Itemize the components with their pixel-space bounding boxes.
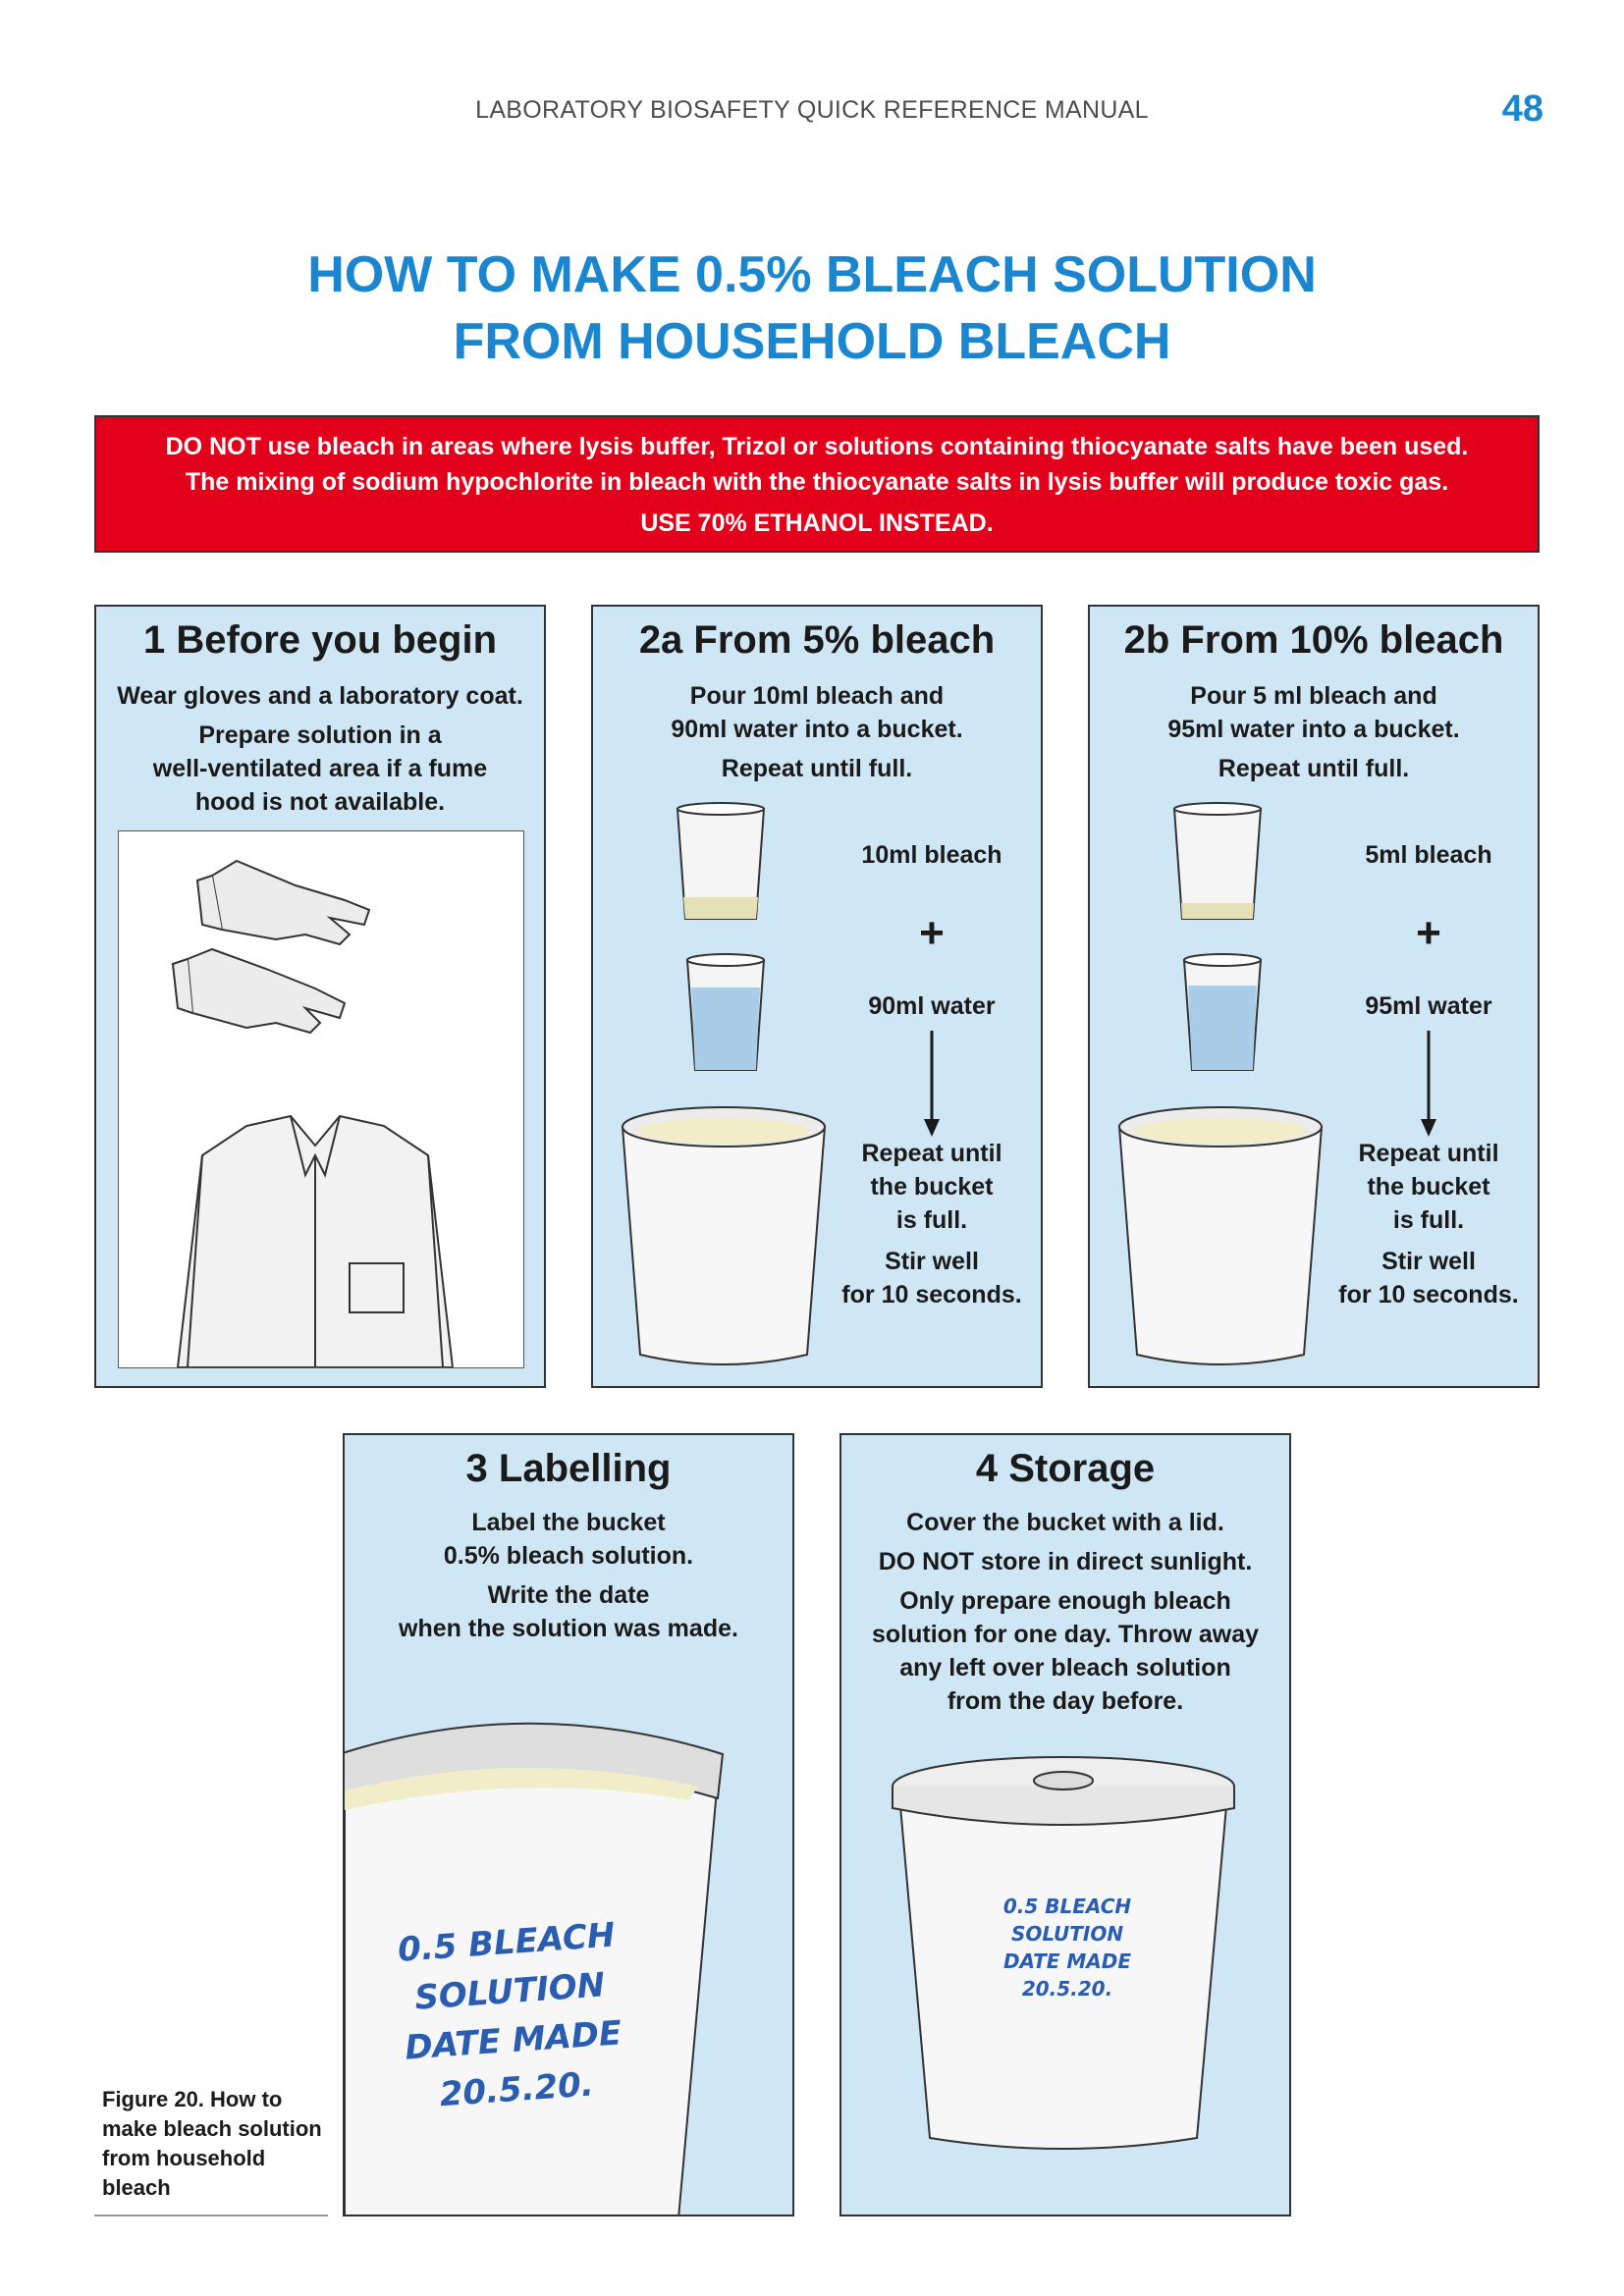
- panel-text: DO NOT store in direct sunlight.: [878, 1548, 1253, 1575]
- warning-line3: USE 70% ETHANOL INSTEAD.: [640, 509, 994, 537]
- panel-storage: [839, 1433, 1291, 2216]
- panel-text: any left over bleach solution: [899, 1654, 1231, 1682]
- caption-rule: [94, 2215, 328, 2216]
- beaker-bleach-icon: [672, 799, 770, 927]
- panel-text: Write the date: [487, 1581, 650, 1609]
- running-title: LABORATORY BIOSAFETY QUICK REFERENCE MANUAL: [475, 96, 1149, 124]
- handwritten-label: [377, 1909, 645, 2123]
- figure-caption: Figure 20. How to make bleach solution from household bleach: [102, 2087, 322, 2200]
- panel-text: Pour 10ml bleach and: [689, 682, 945, 710]
- panel-text: Repeat until full.: [1218, 755, 1410, 782]
- bucket-icon: [611, 1097, 837, 1372]
- panel-from-10-percent: [1088, 605, 1540, 1388]
- page-title-line2: FROM HOUSEHOLD BLEACH: [453, 313, 1171, 370]
- panel-text: 95ml water into a bucket.: [1167, 716, 1460, 743]
- warning-line1: DO NOT use bleach in areas where lysis buffer, Trizol or solutions containing thiocyanate salts have been used.: [165, 433, 1469, 460]
- panel-text: hood is not available.: [194, 788, 446, 816]
- gloves-and-coat-illustration: [119, 831, 523, 1367]
- repeat-line: Repeat until: [861, 1140, 1002, 1167]
- handwritten-line: 0.5 BLEACH: [1002, 1895, 1132, 1918]
- repeat-line: is full.: [1392, 1206, 1465, 1234]
- beaker-water-icon: [681, 950, 770, 1078]
- panel-text: Label the bucket: [471, 1509, 666, 1536]
- arrow-down-icon: [922, 1031, 942, 1139]
- beaker-bleach-icon: [1168, 799, 1267, 927]
- panel-text: 90ml water into a bucket.: [671, 716, 963, 743]
- panel-text: Only prepare enough bleach: [899, 1587, 1231, 1615]
- panel-labelling: [343, 1433, 794, 2216]
- handwritten-line: SOLUTION: [1010, 1922, 1124, 1946]
- handwritten-line: 20.5.20.: [1021, 1977, 1113, 2001]
- repeat-text: [839, 1137, 1025, 1311]
- repeat-line: Repeat until: [1358, 1140, 1499, 1167]
- lab-coat-icon: [178, 1116, 453, 1367]
- repeat-line: the bucket: [1367, 1173, 1490, 1201]
- arrow-down-icon: [1419, 1031, 1438, 1139]
- panel-text: Repeat until full.: [721, 755, 913, 782]
- panel-heading: 3 Labelling: [465, 1447, 672, 1490]
- panel-text: from the day before.: [947, 1687, 1184, 1715]
- glove-icon: [197, 861, 369, 944]
- panel-from-5-percent: [591, 605, 1043, 1388]
- panel-text: Prepare solution in a: [198, 721, 442, 749]
- panel-text: solution for one day. Throw away: [871, 1621, 1260, 1648]
- repeat-text: [1335, 1137, 1522, 1311]
- handwritten-line: 20.5.20.: [438, 2064, 595, 2115]
- stir-line: Stir well: [1381, 1248, 1476, 1275]
- panel-text: when the solution was made.: [399, 1615, 738, 1642]
- panel-text: well-ventilated area if a fume: [152, 755, 488, 782]
- handwritten-line: DATE MADE: [404, 2013, 623, 2068]
- beaker-water-icon: [1178, 950, 1267, 1078]
- stir-line: for 10 seconds.: [1338, 1281, 1519, 1308]
- repeat-line: is full.: [895, 1206, 968, 1234]
- handwritten-label: [969, 1893, 1165, 2002]
- handwritten-line: DATE MADE: [1002, 1949, 1132, 1973]
- page-number: 48: [1501, 88, 1543, 130]
- stir-line: for 10 seconds.: [841, 1281, 1022, 1308]
- bleach-amount-label: 5ml bleach: [1365, 841, 1492, 869]
- panel-text: 0.5% bleach solution.: [443, 1542, 694, 1570]
- warning-box: [94, 415, 1540, 553]
- panel-text: Pour 5 ml bleach and: [1190, 682, 1437, 710]
- illustration-frame: [118, 830, 524, 1368]
- panel-heading: 4 Storage: [975, 1447, 1156, 1490]
- panel-before-you-begin: [94, 605, 546, 1388]
- stir-line: Stir well: [885, 1248, 979, 1275]
- water-amount-label: 95ml water: [1365, 992, 1492, 1020]
- bleach-amount-label: 10ml bleach: [861, 841, 1002, 869]
- panel-text: Cover the bucket with a lid.: [906, 1509, 1224, 1536]
- panel-heading: 2b From 10% bleach: [1123, 618, 1504, 662]
- bucket-icon: [1108, 1097, 1333, 1372]
- handwritten-line: 0.5 BLEACH: [396, 1915, 617, 1970]
- water-amount-label: 90ml water: [868, 992, 996, 1020]
- panel-heading: 1 Before you begin: [142, 618, 498, 662]
- glove-icon: [173, 949, 345, 1033]
- repeat-line: the bucket: [870, 1173, 994, 1201]
- plus-sign: +: [919, 909, 945, 957]
- plus-sign: +: [1416, 909, 1441, 957]
- panel-heading: 2a From 5% bleach: [638, 618, 996, 662]
- warning-line2: The mixing of sodium hypochlorite in bleach with the thiocyanate salts in lysis buffer will produce toxic gas.: [185, 468, 1449, 496]
- panel-text: Wear gloves and a laboratory coat.: [117, 682, 523, 710]
- page-title: [0, 241, 1624, 375]
- handwritten-line: SOLUTION: [413, 1965, 607, 2018]
- page-title-line1: HOW TO MAKE 0.5% BLEACH SOLUTION: [307, 246, 1317, 303]
